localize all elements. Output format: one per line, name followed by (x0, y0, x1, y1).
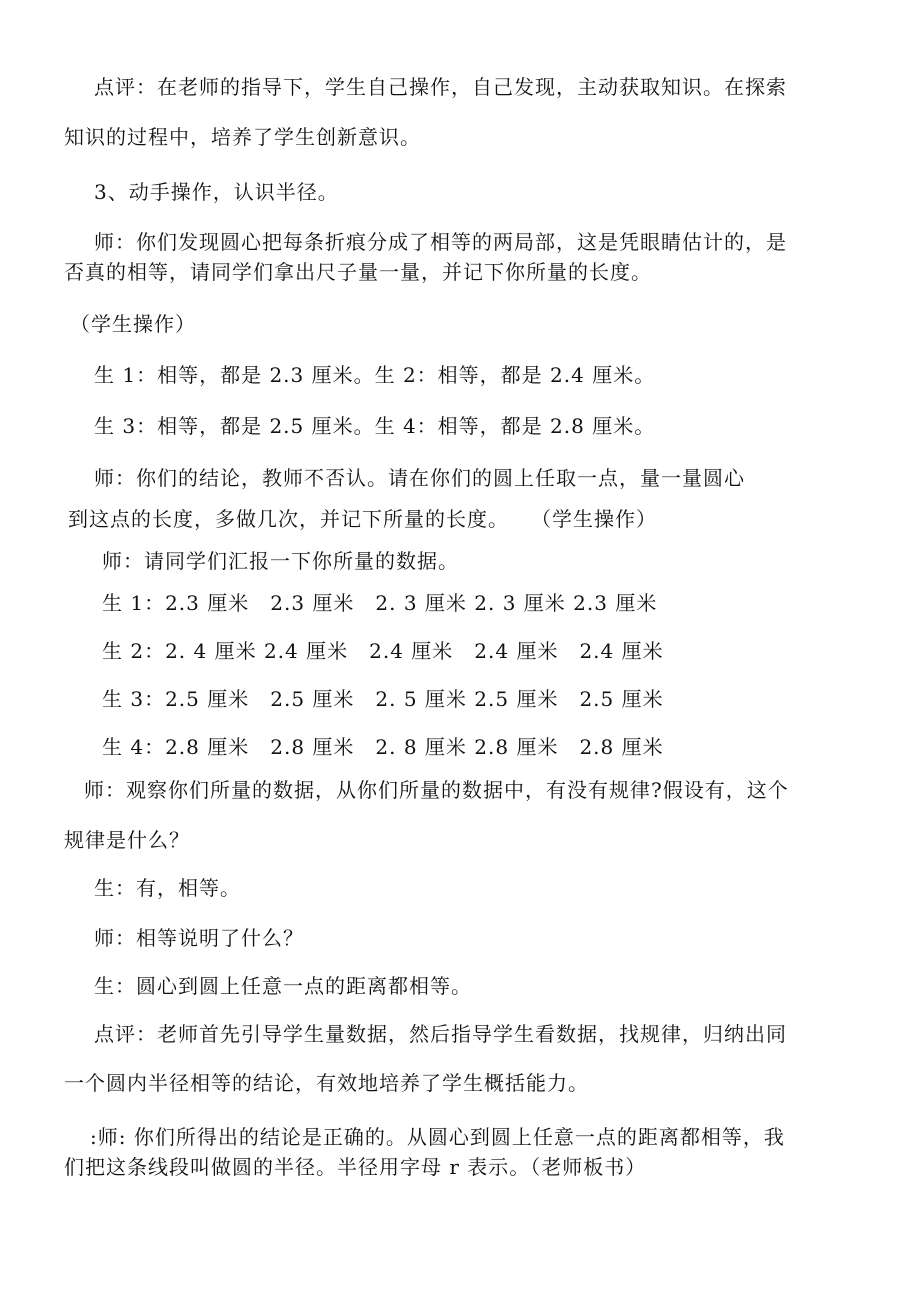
student-data-3: 生 3：2.5 厘米 2.5 厘米 2. 5 厘米 2.5 厘米 2.5 厘米 (102, 687, 664, 711)
teacher-line-4: 到这点的长度，多做几次，并记下所量的长度。 （学生操作） (68, 507, 657, 531)
student-answer-2: 生：圆心到圆上任意一点的距离都相等。 (94, 974, 472, 998)
teacher-line-5: 师：请同学们汇报一下你所量的数据。 (102, 549, 459, 573)
student-reply-1: 生 1：相等，都是 2.3 厘米。生 2：相等，都是 2.4 厘米。 (94, 363, 656, 387)
teacher-line-7: 规律是什么？ (64, 828, 190, 852)
teacher-line-3: 师：你们的结论，教师不否认。请在你们的圆上任取一点，量一量圆心 (94, 466, 745, 490)
comment-paragraph-1-line-1: 点评：在老师的指导下，学生自己操作，自己发现，主动获取知识。在探索 (94, 75, 787, 99)
student-answer-1: 生：有，相等。 (94, 876, 241, 900)
teacher-line-6: 师：观察你们所量的数据，从你们所量的数据中，有没有规律?假设有，这个 (84, 778, 789, 802)
student-operation-note: （学生操作） (70, 312, 196, 336)
comment-paragraph-2-line-1: 点评：老师首先引导学生量数据，然后指导学生看数据，找规律，归纳出同 (94, 1022, 787, 1046)
student-data-4: 生 4：2.8 厘米 2.8 厘米 2. 8 厘米 2.8 厘米 2.8 厘米 (102, 735, 664, 759)
teacher-line-1: 师：你们发现圆心把每条折痕分成了相等的两局部，这是凭眼睛估计的，是 (94, 230, 787, 254)
teacher-conclusion-line-2: 们把这条线段叫做圆的半径。半径用字母 r 表示。（老师板书） (64, 1155, 647, 1179)
student-data-2: 生 2：2. 4 厘米 2.4 厘米 2.4 厘米 2.4 厘米 2.4 厘米 (102, 639, 664, 663)
comment-paragraph-1-line-2: 知识的过程中，培养了学生创新意识。 (64, 125, 421, 149)
comment-paragraph-2-line-2: 一个圆内半径相等的结论，有效地培养了学生概括能力。 (64, 1071, 589, 1095)
teacher-line-2: 否真的相等，请同学们拿出尺子量一量，并记下你所量的长度。 (64, 260, 652, 284)
section-heading-3: 3、动手操作，认识半径。 (94, 180, 339, 204)
student-data-1: 生 1：2.3 厘米 2.3 厘米 2. 3 厘米 2. 3 厘米 2.3 厘米 (102, 591, 658, 615)
student-reply-2: 生 3：相等，都是 2.5 厘米。生 4：相等，都是 2.8 厘米。 (94, 414, 656, 438)
teacher-question: 师：相等说明了什么？ (94, 926, 304, 950)
teacher-conclusion-line-1: :师: 你们所得出的结论是正确的。从圆心到圆上任意一点的距离都相等，我 (90, 1125, 785, 1149)
